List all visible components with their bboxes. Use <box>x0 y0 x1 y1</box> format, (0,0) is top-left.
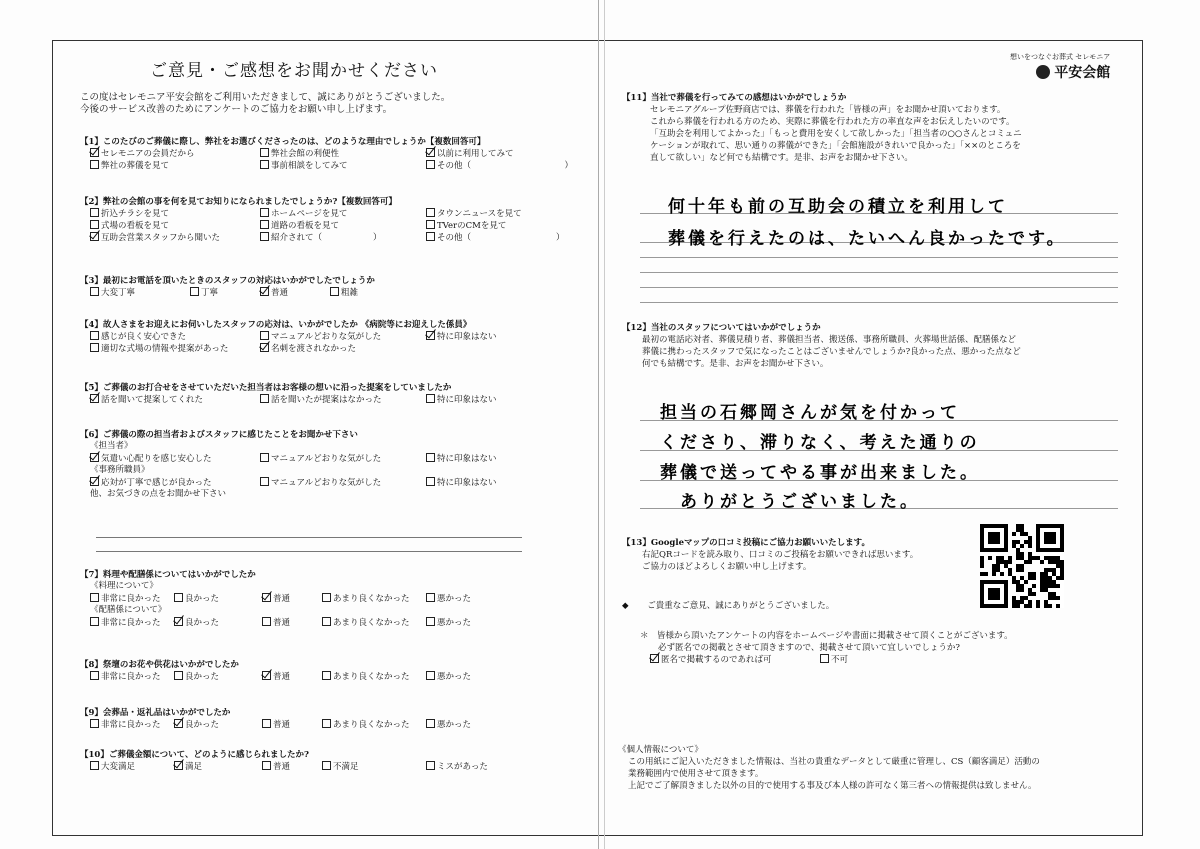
publish-option-no[interactable]: 不可 <box>820 654 848 666</box>
checkbox-icon[interactable] <box>260 477 269 486</box>
checkbox-icon[interactable] <box>426 394 435 403</box>
option-choice[interactable] <box>426 453 497 465</box>
option-choice[interactable] <box>426 220 506 232</box>
option-choice[interactable] <box>90 148 195 160</box>
question-q8 <box>80 660 580 683</box>
option-choice[interactable] <box>262 593 290 605</box>
question-q3 <box>80 276 580 299</box>
option-choice[interactable] <box>190 287 218 299</box>
option-choice[interactable] <box>260 220 339 232</box>
option-label: 普通 <box>273 618 291 628</box>
option-label: 普通 <box>271 288 289 298</box>
checkbox-icon[interactable] <box>90 761 99 770</box>
option-choice[interactable] <box>426 208 522 220</box>
option-choice[interactable] <box>260 331 381 343</box>
option-choice[interactable] <box>174 719 219 731</box>
option-label: その他（ ） <box>437 233 565 243</box>
option-row <box>80 593 580 605</box>
question-heading: 【8】祭壇のお花や供花はいかがでしたか <box>80 660 239 670</box>
option-choice[interactable] <box>426 331 497 343</box>
checkbox-icon[interactable] <box>322 617 331 626</box>
option-row <box>80 465 580 477</box>
option-label: 普通 <box>273 720 291 730</box>
option-label: ミスがあった <box>437 762 488 772</box>
option-choice[interactable] <box>90 477 212 489</box>
option-choice[interactable] <box>90 761 135 773</box>
option-label: セレモニアの会員だから <box>101 149 195 159</box>
option-sublabel: 他、お気づきの点をお聞かせ下さい <box>90 489 227 499</box>
question-heading: 【6】ご葬儀の際の担当者およびスタッフに感じたことをお聞かせ下さい <box>80 430 358 440</box>
checkbox-icon[interactable] <box>174 593 183 602</box>
checkbox-icon[interactable] <box>90 208 99 217</box>
option-row <box>80 761 580 773</box>
question-q5 <box>80 383 580 406</box>
option-label: 互助会営業スタッフから聞いた <box>101 233 221 243</box>
qr-code-icon[interactable] <box>980 524 1064 608</box>
option-label: その他（ ） <box>437 161 574 171</box>
option-choice[interactable] <box>90 394 203 406</box>
question-q1 <box>80 137 580 172</box>
option-row <box>80 605 580 617</box>
option-choice[interactable] <box>90 617 161 629</box>
option-label: TVerのCMを見て <box>437 221 507 231</box>
answer-line <box>640 287 1118 288</box>
option-choice[interactable] <box>262 719 290 731</box>
option-choice[interactable] <box>174 617 219 629</box>
option-label: 満足 <box>185 762 203 772</box>
option-label: 悪かった <box>437 618 472 628</box>
option-label: 式場の看板を見て <box>101 221 170 231</box>
option-row <box>80 477 580 489</box>
checkbox-icon[interactable] <box>260 232 269 241</box>
checkbox-icon[interactable] <box>322 719 331 728</box>
option-label: 良かった <box>185 618 220 628</box>
option-label: 道路の看板を見て <box>271 221 340 231</box>
page-fold <box>598 0 599 849</box>
option-choice[interactable] <box>90 220 169 232</box>
checkbox-icon[interactable] <box>426 232 435 241</box>
checkbox-icon[interactable] <box>426 719 435 728</box>
privacy-notice: 《個人情報について》 この用紙にご記入いただきました情報は、当社の貴重なデータとして厳重に管理し、CS（顧客満足）活動の 業務範囲内で使用させて頂きます。 上記でご了解頂きました以外の目的で使用する事及び本人様の許可なく第三者への情報提供は致しません。 <box>618 745 1040 791</box>
option-choice[interactable] <box>426 593 471 605</box>
checkbox-icon[interactable] <box>90 617 99 626</box>
option-label: 普通 <box>273 762 291 772</box>
option-label: 非常に良かった <box>101 720 161 730</box>
option-label: 名刺を渡されなかった <box>271 344 357 354</box>
checkbox-icon[interactable] <box>426 671 435 680</box>
option-label: 感じが良く安心できた <box>101 332 187 342</box>
option-choice[interactable] <box>262 617 290 629</box>
option-sublabel: 《料理について》 <box>90 581 158 591</box>
checked-checkbox-icon[interactable] <box>262 593 271 602</box>
question-q9 <box>80 708 580 731</box>
option-label: 良かった <box>185 720 220 730</box>
q12-handwritten-answer: くださり、滞りなく、考えた通りの <box>660 433 980 453</box>
option-label: 話を聞いたが提案はなかった <box>271 395 382 405</box>
q11-handwritten-answer: 葬儀を行えたのは、たいへん良かったです。 <box>668 229 1067 249</box>
option-choice[interactable] <box>322 719 410 731</box>
question-heading: 【4】故人さまをお迎えにお伺いしたスタッフの応対は、いかがでしたか 《病院等にお迎えした係員》 <box>80 320 472 330</box>
checkbox-icon[interactable] <box>426 220 435 229</box>
option-choice[interactable] <box>426 719 471 731</box>
checked-checkbox-icon[interactable] <box>174 761 183 770</box>
q12-handwritten-answer: 葬儀で送ってやる事が出来ました。 <box>660 463 980 483</box>
q12-handwritten-answer: 担当の石郷岡さんが気を付かって <box>660 403 960 423</box>
checkbox-icon[interactable] <box>90 331 99 340</box>
option-choice[interactable] <box>260 160 348 172</box>
checkbox-icon[interactable] <box>90 719 99 728</box>
q12-section: 【12】当社のスタッフについてはいかがでしょうか 最初の電話応対者、葬儀見積り者、葬儀担当者、搬送係、事務所職員、火葬場世話係、配膳係など 葬儀に携わったスタッフで気になったことはございませんでしょうか?良かった点、悪かった点など 何でも結構です。是非、お声をお聞かせ下さい。 <box>622 323 1021 369</box>
option-label: あまり良くなかった <box>333 618 410 628</box>
option-label: あまり良くなかった <box>333 672 410 682</box>
checkbox-icon[interactable] <box>260 148 269 157</box>
option-choice[interactable] <box>90 719 161 731</box>
checkbox-icon[interactable] <box>262 761 271 770</box>
option-choice[interactable] <box>90 453 212 465</box>
diamond-bullet-icon: ◆ <box>622 601 629 611</box>
option-choice[interactable] <box>426 394 497 406</box>
comment-line <box>96 551 522 552</box>
option-choice[interactable] <box>260 477 381 489</box>
q11-section: 【11】当社で葬儀を行ってみての感想はいかがでしょうか セレモニアグループ佐野商店では、葬儀を行われた「皆様の声」をお聞かせ頂いております。 これから葬儀を行われる方のため、実際に葬儀を行われた方の率直な声をお伝えしたいのです。 「互助会を利用してよかった」「もっと費用を安くして欲しかった」「担当者の○○さんとコミュニ ケーションが取れて、思い通りの葬儀ができた」「会館施設がきれいで良かった」「××のところを 直して欲しい」など何でも結構です。是非、お声をお聞かせ下さい。 <box>622 93 1022 163</box>
checkbox-icon[interactable] <box>90 287 99 296</box>
page-fold-shadow <box>604 0 605 849</box>
option-label: 非常に良かった <box>101 672 161 682</box>
option-row <box>80 160 580 172</box>
checked-checkbox-icon[interactable] <box>426 148 435 157</box>
option-label: あまり良くなかった <box>333 720 410 730</box>
option-row <box>80 453 580 465</box>
question-heading: 【5】ご葬儀のお打合せをさせていただいた担当者はお客様の想いに沿った提案をしていましたか <box>80 383 452 393</box>
checkbox-icon[interactable] <box>174 671 183 680</box>
checkbox-icon[interactable] <box>322 761 331 770</box>
option-choice[interactable] <box>262 671 290 683</box>
option-label: マニュアルどおりな気がした <box>271 332 382 342</box>
option-row <box>80 232 580 244</box>
page-title: ご意見・ご感想をお聞かせください <box>150 61 438 81</box>
thanks-line: ◆ ご貴重なご意見、誠にありがとうございました。 <box>622 601 835 611</box>
checkbox-icon[interactable] <box>262 719 271 728</box>
checkbox-icon[interactable] <box>650 654 659 663</box>
checkbox-icon[interactable] <box>190 287 199 296</box>
q11-handwritten-answer: 何十年も前の互助会の積立を利用して <box>668 197 1008 217</box>
option-label: 大変丁寧 <box>101 288 136 298</box>
checkbox-icon[interactable] <box>260 394 269 403</box>
option-label: 粗雑 <box>341 288 359 298</box>
option-choice[interactable] <box>174 671 219 683</box>
question-q7 <box>80 570 580 629</box>
option-choice[interactable] <box>322 593 410 605</box>
option-choice[interactable] <box>174 593 219 605</box>
checkbox-icon[interactable] <box>90 343 99 352</box>
option-label: 折込チラシを見て <box>101 209 170 219</box>
option-row <box>80 581 580 593</box>
option-label: マニュアルどおりな気がした <box>271 478 382 488</box>
option-label: 良かった <box>185 594 220 604</box>
checkbox-icon[interactable] <box>90 593 99 602</box>
intro-text: この度はセレモニア平安会館をご利用いただきまして、誠にありがとうございました。 今後のサービス改善のためにアンケートのご協力をお願い申し上げます。 <box>80 92 451 115</box>
option-sublabel: 《配膳係について》 <box>90 605 167 615</box>
option-label: 適切な式場の情報や提案があった <box>101 344 229 354</box>
option-label: マニュアルどおりな気がした <box>271 454 382 464</box>
option-label: 気遣い心配りを感じ安心した <box>101 454 212 464</box>
option-choice[interactable] <box>426 671 471 683</box>
option-label: 弊社の葬儀を見て <box>101 161 170 171</box>
checked-checkbox-icon[interactable] <box>426 331 435 340</box>
company-logo <box>1010 52 1110 82</box>
option-choice[interactable] <box>260 232 382 244</box>
option-choice[interactable] <box>426 617 471 629</box>
option-row <box>80 441 580 453</box>
option-choice[interactable] <box>174 761 202 773</box>
option-choice[interactable] <box>90 287 135 299</box>
answer-line <box>640 272 1118 273</box>
option-choice[interactable] <box>426 761 488 773</box>
option-choice[interactable] <box>90 232 220 244</box>
checkbox-icon[interactable] <box>426 617 435 626</box>
option-choice[interactable] <box>260 148 339 160</box>
checked-checkbox-icon[interactable] <box>260 287 269 296</box>
question-heading: 【7】料理や配膳係についてはいかがでしたか <box>80 570 256 580</box>
option-row <box>80 331 580 343</box>
checked-checkbox-icon[interactable] <box>174 719 183 728</box>
option-label: 悪かった <box>437 594 472 604</box>
option-choice[interactable] <box>330 287 358 299</box>
checkbox-icon[interactable] <box>260 453 269 462</box>
checkbox-icon[interactable] <box>262 617 271 626</box>
comment-line <box>96 537 522 538</box>
option-label: タウンニュースを見て <box>437 209 522 219</box>
question-heading: 【3】最初にお電話を頂いたときのスタッフの対応はいかがでしたでしょうか <box>80 276 375 286</box>
option-label: ホームページを見て <box>271 209 348 219</box>
checked-checkbox-icon[interactable] <box>90 232 99 241</box>
option-label: 丁寧 <box>201 288 219 298</box>
checkbox-icon[interactable] <box>90 671 99 680</box>
publish-consent: ＊ 皆様から頂いたアンケートの内容をホームページや書面に掲載させて頂くことがございます。 必ず匿名での掲載とさせて頂きますので、掲載させて頂いて宜しいでしょうか? 匿名で掲載するのであれば可 不可 <box>640 631 1013 665</box>
option-choice[interactable] <box>426 148 514 160</box>
option-choice[interactable] <box>322 671 410 683</box>
option-choice[interactable] <box>90 593 161 605</box>
option-choice[interactable] <box>90 671 161 683</box>
option-label: 悪かった <box>437 720 472 730</box>
option-row <box>80 343 580 355</box>
option-sublabel: 《事務所職員》 <box>90 465 150 475</box>
answer-line <box>640 257 1118 258</box>
option-row <box>80 148 580 160</box>
answer-line <box>640 302 1118 303</box>
option-choice[interactable] <box>260 343 356 355</box>
option-choice[interactable] <box>260 394 382 406</box>
option-label: 普通 <box>273 672 291 682</box>
option-row <box>80 208 580 220</box>
asterisk-icon: ＊ <box>640 631 649 641</box>
option-choice[interactable] <box>260 453 381 465</box>
option-label: 以前に利用してみて <box>437 149 514 159</box>
q12-handwritten-answer: ありがとうございました。 <box>680 492 920 512</box>
option-label: 特に印象はない <box>437 332 497 342</box>
option-row <box>80 394 580 406</box>
checked-checkbox-icon[interactable] <box>90 477 99 486</box>
question-q4 <box>80 320 580 355</box>
option-label: 悪かった <box>437 672 472 682</box>
option-label: 不満足 <box>333 762 359 772</box>
option-row <box>80 489 580 501</box>
checkbox-icon[interactable] <box>820 654 829 663</box>
question-q10 <box>80 750 580 773</box>
option-row <box>80 719 580 731</box>
question-heading: 【10】ご葬儀金額について、どのように感じられましたか? <box>80 750 309 760</box>
logo-tagline: 想いをつなぐお葬式 セレモニア <box>1010 53 1111 61</box>
checked-checkbox-icon[interactable] <box>262 671 271 680</box>
option-row <box>80 671 580 683</box>
checkbox-icon[interactable] <box>426 453 435 462</box>
option-choice[interactable] <box>426 160 573 172</box>
option-choice[interactable] <box>426 232 565 244</box>
checkbox-icon[interactable] <box>260 160 269 169</box>
checkbox-icon[interactable] <box>260 208 269 217</box>
option-label: 特に印象はない <box>437 454 497 464</box>
option-label: あまり良くなかった <box>333 594 410 604</box>
logo-mark-icon <box>1036 65 1050 79</box>
option-label: 大変満足 <box>101 762 136 772</box>
option-label: 弊社会館の利便性 <box>271 149 340 159</box>
option-label: 良かった <box>185 672 220 682</box>
option-choice[interactable] <box>260 208 347 220</box>
question-heading: 【1】このたびのご葬儀に際し、弊社をお選びくださったのは、どのような理由でしょうか【複数回答可】 <box>80 137 486 147</box>
option-row <box>80 287 580 299</box>
publish-option-yes[interactable]: 匿名で掲載するのであれば可 <box>650 654 772 666</box>
option-choice[interactable] <box>426 477 497 489</box>
question-heading: 【2】弊社の会館の事を何を見てお知りになられましたでしょうか?【複数回答可】 <box>80 197 397 207</box>
option-choice[interactable] <box>260 287 288 299</box>
option-sublabel: 《担当者》 <box>90 441 133 451</box>
checkbox-icon[interactable] <box>426 160 435 169</box>
question-q6 <box>80 430 580 501</box>
question-q2 <box>80 197 580 244</box>
option-label: 特に印象はない <box>437 395 497 405</box>
option-label: 非常に良かった <box>101 594 161 604</box>
option-label: 事前相談をしてみて <box>271 161 348 171</box>
checkbox-icon[interactable] <box>426 208 435 217</box>
option-choice[interactable] <box>262 761 290 773</box>
option-label: 話を聞いて提案してくれた <box>101 395 204 405</box>
option-label: 応対が丁寧で感じが良かった <box>101 478 212 488</box>
option-choice[interactable] <box>90 343 228 355</box>
logo-name: 平安会館 <box>1054 65 1111 81</box>
checked-checkbox-icon[interactable] <box>260 343 269 352</box>
checked-checkbox-icon[interactable] <box>90 453 99 462</box>
checked-checkbox-icon[interactable] <box>90 394 99 403</box>
checkbox-icon[interactable] <box>322 671 331 680</box>
checked-checkbox-icon[interactable] <box>90 148 99 157</box>
option-label: 非常に良かった <box>101 618 161 628</box>
option-choice[interactable] <box>322 617 410 629</box>
option-row <box>80 220 580 232</box>
option-choice[interactable] <box>322 761 359 773</box>
checked-checkbox-icon[interactable] <box>174 617 183 626</box>
option-label: 普通 <box>273 594 291 604</box>
option-choice[interactable] <box>90 331 186 343</box>
question-heading: 【9】会葬品・返礼品はいかがでしたか <box>80 708 231 718</box>
checkbox-icon[interactable] <box>426 477 435 486</box>
option-label: 紹介されて（ ） <box>271 233 382 243</box>
checkbox-icon[interactable] <box>322 593 331 602</box>
option-choice[interactable] <box>90 208 169 220</box>
option-choice[interactable] <box>90 160 169 172</box>
option-label: 特に印象はない <box>437 478 497 488</box>
checkbox-icon[interactable] <box>260 220 269 229</box>
checkbox-icon[interactable] <box>426 593 435 602</box>
checkbox-icon[interactable] <box>330 287 339 296</box>
option-row <box>80 617 580 629</box>
q13-section: 【13】Googleマップの口コミ投稿にご協力お願いいたします。 右記QRコードを読み取り、口コミのご投稿をお願いできれば思います。 ご協力のほどよろしくお願い申し上げます。 <box>622 538 919 572</box>
checkbox-icon[interactable] <box>90 160 99 169</box>
checkbox-icon[interactable] <box>426 761 435 770</box>
